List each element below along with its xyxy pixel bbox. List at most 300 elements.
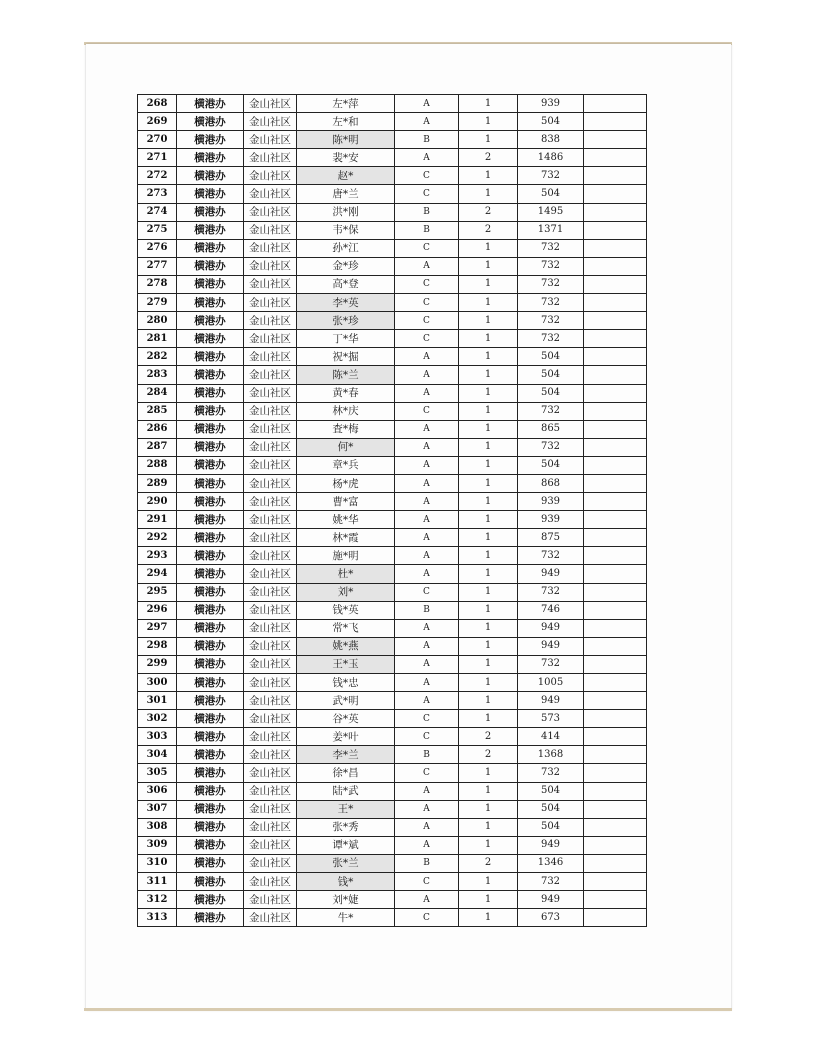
community-cell: 金山社区 <box>244 366 297 384</box>
row-number-cell: 312 <box>138 891 177 909</box>
category-cell: C <box>395 764 459 782</box>
amount-cell: 573 <box>518 710 584 728</box>
community-cell: 金山社区 <box>244 239 297 257</box>
category-cell: A <box>395 95 459 113</box>
office-cell: 横港办 <box>177 366 244 384</box>
category-cell: C <box>395 583 459 601</box>
household-count-cell: 2 <box>459 203 518 221</box>
note-cell <box>584 149 647 167</box>
community-cell: 金山社区 <box>244 547 297 565</box>
row-number-cell: 289 <box>138 474 177 492</box>
row-number-cell: 296 <box>138 601 177 619</box>
category-cell: A <box>395 674 459 692</box>
community-cell: 金山社区 <box>244 655 297 673</box>
community-cell: 金山社区 <box>244 420 297 438</box>
community-cell: 金山社区 <box>244 384 297 402</box>
category-cell: A <box>395 149 459 167</box>
office-cell: 横港办 <box>177 474 244 492</box>
category-cell: C <box>395 402 459 420</box>
name-cell: 裴*安 <box>297 149 395 167</box>
name-cell: 林*霞 <box>297 529 395 547</box>
office-cell: 横港办 <box>177 438 244 456</box>
row-number-cell: 305 <box>138 764 177 782</box>
amount-cell: 732 <box>518 547 584 565</box>
household-count-cell: 1 <box>459 601 518 619</box>
name-cell: 陆*武 <box>297 782 395 800</box>
category-cell: C <box>395 239 459 257</box>
category-cell: C <box>395 185 459 203</box>
table-body <box>138 95 647 927</box>
note-cell <box>584 710 647 728</box>
row-number-cell: 301 <box>138 692 177 710</box>
amount-cell: 939 <box>518 493 584 511</box>
note-cell <box>584 854 647 872</box>
row-number-cell: 277 <box>138 257 177 275</box>
office-cell: 横港办 <box>177 746 244 764</box>
amount-cell: 939 <box>518 511 584 529</box>
note-cell <box>584 167 647 185</box>
household-count-cell: 1 <box>459 366 518 384</box>
office-cell: 横港办 <box>177 185 244 203</box>
office-cell: 横港办 <box>177 384 244 402</box>
table-row <box>138 655 647 673</box>
household-count-cell: 1 <box>459 655 518 673</box>
category-cell: A <box>395 113 459 131</box>
table-row <box>138 95 647 113</box>
office-cell: 横港办 <box>177 782 244 800</box>
table-row <box>138 294 647 312</box>
table-row <box>138 909 647 927</box>
amount-cell: 732 <box>518 438 584 456</box>
amount-cell: 504 <box>518 384 584 402</box>
table-row <box>138 366 647 384</box>
community-cell: 金山社区 <box>244 637 297 655</box>
row-number-cell: 281 <box>138 330 177 348</box>
household-count-cell: 1 <box>459 330 518 348</box>
office-cell: 横港办 <box>177 529 244 547</box>
name-cell: 左*萍 <box>297 95 395 113</box>
row-number-cell: 285 <box>138 402 177 420</box>
office-cell: 横港办 <box>177 294 244 312</box>
note-cell <box>584 529 647 547</box>
row-number-cell: 310 <box>138 854 177 872</box>
household-count-cell: 1 <box>459 873 518 891</box>
office-cell: 横港办 <box>177 583 244 601</box>
community-cell: 金山社区 <box>244 203 297 221</box>
table-row <box>138 583 647 601</box>
household-count-cell: 1 <box>459 402 518 420</box>
row-number-cell: 309 <box>138 836 177 854</box>
name-cell: 张*兰 <box>297 854 395 872</box>
name-cell: 武*明 <box>297 692 395 710</box>
name-cell: 钱* <box>297 873 395 891</box>
household-count-cell: 1 <box>459 674 518 692</box>
household-count-cell: 1 <box>459 511 518 529</box>
name-cell: 王* <box>297 800 395 818</box>
name-cell: 施*明 <box>297 547 395 565</box>
row-number-cell: 282 <box>138 348 177 366</box>
note-cell <box>584 511 647 529</box>
community-cell: 金山社区 <box>244 167 297 185</box>
household-count-cell: 1 <box>459 764 518 782</box>
name-cell: 何* <box>297 438 395 456</box>
note-cell <box>584 547 647 565</box>
row-number-cell: 274 <box>138 203 177 221</box>
row-number-cell: 283 <box>138 366 177 384</box>
household-count-cell: 1 <box>459 547 518 565</box>
office-cell: 横港办 <box>177 728 244 746</box>
name-cell: 章*兵 <box>297 456 395 474</box>
community-cell: 金山社区 <box>244 456 297 474</box>
household-count-cell: 1 <box>459 239 518 257</box>
category-cell: A <box>395 511 459 529</box>
household-count-cell: 1 <box>459 275 518 293</box>
category-cell: A <box>395 565 459 583</box>
note-cell <box>584 131 647 149</box>
table-row <box>138 565 647 583</box>
row-number-cell: 311 <box>138 873 177 891</box>
name-cell: 刘* <box>297 583 395 601</box>
row-number-cell: 290 <box>138 493 177 511</box>
name-cell: 金*珍 <box>297 257 395 275</box>
category-cell: A <box>395 456 459 474</box>
amount-cell: 838 <box>518 131 584 149</box>
category-cell: C <box>395 330 459 348</box>
office-cell: 横港办 <box>177 692 244 710</box>
household-count-cell: 1 <box>459 619 518 637</box>
category-cell: C <box>395 167 459 185</box>
amount-cell: 504 <box>518 800 584 818</box>
note-cell <box>584 95 647 113</box>
name-cell: 林*庆 <box>297 402 395 420</box>
note-cell <box>584 619 647 637</box>
community-cell: 金山社区 <box>244 221 297 239</box>
category-cell: B <box>395 221 459 239</box>
office-cell: 横港办 <box>177 637 244 655</box>
office-cell: 横港办 <box>177 257 244 275</box>
community-cell: 金山社区 <box>244 529 297 547</box>
row-number-cell: 307 <box>138 800 177 818</box>
community-cell: 金山社区 <box>244 149 297 167</box>
table-row <box>138 692 647 710</box>
category-cell: C <box>395 275 459 293</box>
community-cell: 金山社区 <box>244 348 297 366</box>
community-cell: 金山社区 <box>244 493 297 511</box>
office-cell: 横港办 <box>177 312 244 330</box>
community-cell: 金山社区 <box>244 692 297 710</box>
community-cell: 金山社区 <box>244 601 297 619</box>
row-number-cell: 278 <box>138 275 177 293</box>
amount-cell: 746 <box>518 601 584 619</box>
table-row <box>138 854 647 872</box>
office-cell: 横港办 <box>177 221 244 239</box>
amount-cell: 504 <box>518 456 584 474</box>
row-number-cell: 275 <box>138 221 177 239</box>
household-count-cell: 1 <box>459 420 518 438</box>
name-cell: 杜* <box>297 565 395 583</box>
name-cell: 姚*华 <box>297 511 395 529</box>
amount-cell: 732 <box>518 764 584 782</box>
note-cell <box>584 728 647 746</box>
category-cell: A <box>395 619 459 637</box>
community-cell: 金山社区 <box>244 474 297 492</box>
note-cell <box>584 637 647 655</box>
amount-cell: 732 <box>518 655 584 673</box>
amount-cell: 732 <box>518 275 584 293</box>
office-cell: 横港办 <box>177 854 244 872</box>
household-count-cell: 1 <box>459 637 518 655</box>
table-row <box>138 239 647 257</box>
note-cell <box>584 384 647 402</box>
name-cell: 査*梅 <box>297 420 395 438</box>
amount-cell: 732 <box>518 583 584 601</box>
office-cell: 横港办 <box>177 674 244 692</box>
note-cell <box>584 330 647 348</box>
name-cell: 王*玉 <box>297 655 395 673</box>
household-count-cell: 2 <box>459 728 518 746</box>
amount-cell: 949 <box>518 619 584 637</box>
row-number-cell: 292 <box>138 529 177 547</box>
household-count-cell: 2 <box>459 746 518 764</box>
table-row <box>138 782 647 800</box>
table-row <box>138 619 647 637</box>
note-cell <box>584 692 647 710</box>
note-cell <box>584 185 647 203</box>
office-cell: 横港办 <box>177 565 244 583</box>
note-cell <box>584 420 647 438</box>
row-number-cell: 269 <box>138 113 177 131</box>
category-cell: A <box>395 818 459 836</box>
table-row <box>138 456 647 474</box>
amount-cell: 1371 <box>518 221 584 239</box>
name-cell: 韦*保 <box>297 221 395 239</box>
note-cell <box>584 239 647 257</box>
amount-cell: 414 <box>518 728 584 746</box>
office-cell: 横港办 <box>177 764 244 782</box>
office-cell: 横港办 <box>177 167 244 185</box>
name-cell: 徐*昌 <box>297 764 395 782</box>
name-cell: 钱*英 <box>297 601 395 619</box>
category-cell: A <box>395 782 459 800</box>
office-cell: 横港办 <box>177 113 244 131</box>
amount-cell: 1495 <box>518 203 584 221</box>
amount-cell: 732 <box>518 294 584 312</box>
community-cell: 金山社区 <box>244 818 297 836</box>
table-row <box>138 330 647 348</box>
amount-cell: 868 <box>518 474 584 492</box>
category-cell: C <box>395 710 459 728</box>
amount-cell: 504 <box>518 782 584 800</box>
community-cell: 金山社区 <box>244 131 297 149</box>
table-row <box>138 149 647 167</box>
table-row <box>138 113 647 131</box>
table-row <box>138 836 647 854</box>
row-number-cell: 272 <box>138 167 177 185</box>
name-cell: 姚*燕 <box>297 637 395 655</box>
community-cell: 金山社区 <box>244 909 297 927</box>
row-number-cell: 308 <box>138 818 177 836</box>
office-cell: 横港办 <box>177 873 244 891</box>
amount-cell: 732 <box>518 330 584 348</box>
note-cell <box>584 873 647 891</box>
office-cell: 横港办 <box>177 275 244 293</box>
note-cell <box>584 601 647 619</box>
table-row <box>138 891 647 909</box>
community-cell: 金山社区 <box>244 402 297 420</box>
row-number-cell: 299 <box>138 655 177 673</box>
amount-cell: 732 <box>518 312 584 330</box>
note-cell <box>584 402 647 420</box>
amount-cell: 949 <box>518 637 584 655</box>
community-cell: 金山社区 <box>244 438 297 456</box>
category-cell: A <box>395 655 459 673</box>
household-count-cell: 1 <box>459 836 518 854</box>
table-row <box>138 257 647 275</box>
name-cell: 谭*斌 <box>297 836 395 854</box>
amount-cell: 504 <box>518 366 584 384</box>
amount-cell: 1346 <box>518 854 584 872</box>
community-cell: 金山社区 <box>244 583 297 601</box>
category-cell: A <box>395 420 459 438</box>
table-row <box>138 674 647 692</box>
household-count-cell: 1 <box>459 312 518 330</box>
row-number-cell: 286 <box>138 420 177 438</box>
name-cell: 姜*叶 <box>297 728 395 746</box>
household-count-cell: 1 <box>459 782 518 800</box>
name-cell: 高*登 <box>297 275 395 293</box>
table-row <box>138 474 647 492</box>
household-count-cell: 1 <box>459 384 518 402</box>
note-cell <box>584 493 647 511</box>
note-cell <box>584 294 647 312</box>
office-cell: 横港办 <box>177 800 244 818</box>
community-cell: 金山社区 <box>244 800 297 818</box>
table-row <box>138 547 647 565</box>
amount-cell: 949 <box>518 891 584 909</box>
category-cell: C <box>395 294 459 312</box>
household-count-cell: 1 <box>459 692 518 710</box>
row-number-cell: 295 <box>138 583 177 601</box>
table-row <box>138 185 647 203</box>
note-cell <box>584 583 647 601</box>
household-count-cell: 1 <box>459 493 518 511</box>
note-cell <box>584 474 647 492</box>
row-number-cell: 293 <box>138 547 177 565</box>
amount-cell: 949 <box>518 565 584 583</box>
office-cell: 横港办 <box>177 818 244 836</box>
row-number-cell: 288 <box>138 456 177 474</box>
category-cell: A <box>395 637 459 655</box>
note-cell <box>584 674 647 692</box>
amount-cell: 875 <box>518 529 584 547</box>
household-count-cell: 2 <box>459 149 518 167</box>
note-cell <box>584 366 647 384</box>
community-cell: 金山社区 <box>244 728 297 746</box>
household-count-cell: 1 <box>459 456 518 474</box>
row-number-cell: 313 <box>138 909 177 927</box>
table-row <box>138 800 647 818</box>
household-count-cell: 1 <box>459 348 518 366</box>
note-cell <box>584 782 647 800</box>
community-cell: 金山社区 <box>244 854 297 872</box>
row-number-cell: 291 <box>138 511 177 529</box>
row-number-cell: 284 <box>138 384 177 402</box>
amount-cell: 1486 <box>518 149 584 167</box>
table-row <box>138 818 647 836</box>
office-cell: 横港办 <box>177 420 244 438</box>
table-row <box>138 511 647 529</box>
name-cell: 谷*英 <box>297 710 395 728</box>
household-count-cell: 1 <box>459 95 518 113</box>
table-row <box>138 221 647 239</box>
note-cell <box>584 891 647 909</box>
name-cell: 张*秀 <box>297 818 395 836</box>
community-cell: 金山社区 <box>244 312 297 330</box>
community-cell: 金山社区 <box>244 619 297 637</box>
office-cell: 横港办 <box>177 348 244 366</box>
office-cell: 横港办 <box>177 619 244 637</box>
category-cell: A <box>395 474 459 492</box>
table-row <box>138 131 647 149</box>
note-cell <box>584 818 647 836</box>
name-cell: 牛* <box>297 909 395 927</box>
amount-cell: 732 <box>518 239 584 257</box>
amount-cell: 949 <box>518 692 584 710</box>
note-cell <box>584 203 647 221</box>
amount-cell: 732 <box>518 873 584 891</box>
name-cell: 陈*兰 <box>297 366 395 384</box>
table-row <box>138 493 647 511</box>
table-row <box>138 348 647 366</box>
office-cell: 横港办 <box>177 909 244 927</box>
name-cell: 洪*刚 <box>297 203 395 221</box>
table-row <box>138 275 647 293</box>
office-cell: 横港办 <box>177 456 244 474</box>
household-count-cell: 1 <box>459 438 518 456</box>
name-cell: 李*兰 <box>297 746 395 764</box>
row-number-cell: 273 <box>138 185 177 203</box>
name-cell: 唐*兰 <box>297 185 395 203</box>
table-row <box>138 746 647 764</box>
category-cell: A <box>395 547 459 565</box>
row-number-cell: 271 <box>138 149 177 167</box>
name-cell: 赵* <box>297 167 395 185</box>
household-count-cell: 1 <box>459 294 518 312</box>
household-count-cell: 1 <box>459 891 518 909</box>
name-cell: 黄*春 <box>297 384 395 402</box>
paper-bottom-edge <box>84 1008 732 1011</box>
table-row <box>138 529 647 547</box>
category-cell: B <box>395 203 459 221</box>
note-cell <box>584 764 647 782</box>
community-cell: 金山社区 <box>244 565 297 583</box>
note-cell <box>584 275 647 293</box>
office-cell: 横港办 <box>177 330 244 348</box>
row-number-cell: 300 <box>138 674 177 692</box>
table-row <box>138 637 647 655</box>
name-cell: 李*英 <box>297 294 395 312</box>
amount-cell: 504 <box>518 113 584 131</box>
household-count-cell: 1 <box>459 818 518 836</box>
row-number-cell: 303 <box>138 728 177 746</box>
category-cell: A <box>395 348 459 366</box>
household-count-cell: 2 <box>459 221 518 239</box>
amount-cell: 865 <box>518 420 584 438</box>
category-cell: C <box>395 909 459 927</box>
name-cell: 常*飞 <box>297 619 395 637</box>
category-cell: B <box>395 746 459 764</box>
community-cell: 金山社区 <box>244 873 297 891</box>
